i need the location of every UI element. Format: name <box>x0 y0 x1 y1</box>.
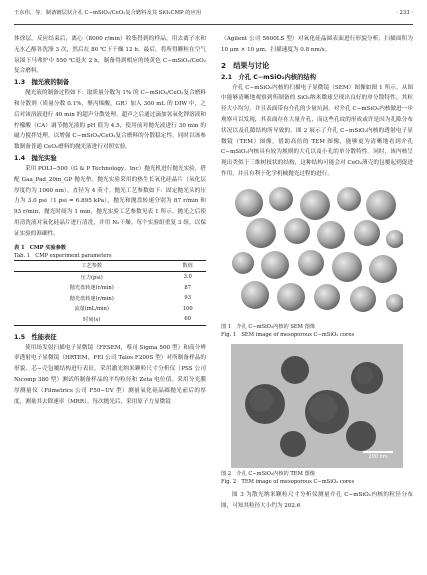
table-cell: 3.0 <box>183 274 192 281</box>
running-header <box>14 8 413 25</box>
section-1-3-title: 1.3 抛光液的制备 <box>14 79 70 87</box>
table-row <box>14 304 206 315</box>
table-row <box>14 314 206 325</box>
fig-2-caption-cn: 图 2 介孔 C−mSiO₂内核的 TEM 图像 <box>221 470 315 477</box>
fig-1-caption-cn: 图 1 介孔 C−mSiO₂内核的 SEM 图像 <box>221 323 316 330</box>
scale-bar <box>363 451 393 459</box>
table-caption-en: Tab. 1 CMP experiment parameters <box>14 252 112 259</box>
scale-bar-line <box>363 451 393 452</box>
fig-2-caption-en: Fig. 2 TEM image of mesoporous C−mSiO₂ cores <box>221 478 355 485</box>
table-1-block <box>14 244 206 326</box>
paragraph-intro-right: （Agilent 公司 5600LS 型）对氧化硅晶圆表面进行形貌分析，扫描面积为 10 μm × 10 μm，扫描速度为 0.8 nm/s。 <box>221 36 413 53</box>
fig-1-caption-en: Fig. 1 SEM image of mesoporous C−mSiO₂ cores <box>221 331 355 338</box>
sem-image <box>231 185 403 321</box>
table-row <box>14 272 206 283</box>
section-2-1-title: 2.1 介孔 C−mSiO₂内核的结构 <box>221 73 316 81</box>
table-cell: 压力(psi) <box>80 274 103 281</box>
table-cell: 60 <box>169 314 206 325</box>
section-1-4-title: 1.4 抛光实验 <box>14 154 57 162</box>
table-cell: 时间(s) <box>14 314 169 325</box>
sem-spheres-graphic <box>231 185 403 321</box>
table-header-cell: 工艺参数 <box>14 260 169 272</box>
table-cell: 100 <box>182 305 193 312</box>
table-row <box>14 283 206 294</box>
table-cell: 流量(mL/min) <box>74 306 109 313</box>
table-header-cell: 数值 <box>169 260 206 272</box>
paragraph-intro-left: 体徐层。反应结束后，离心（8000 r/min）收集得到的样品，用去离子水和无水乙醇各洗涤 3 次，然后在 80 ℃下干燥 12 h。最后，将所得颗粒在空气氛围下马弗炉中 550 ℃退火 2 h，制备得到相应的纯黄色 C−mSiO₂/CeO₂复合磨料。 <box>14 36 206 75</box>
table-caption-cn: 表 1 CMP 实验参数 <box>14 244 67 251</box>
section-2-1-body: 介孔 C−mSiO₂内核的扫描电子显微镜（SEM）图像如图 1 所示。从图中能够清晰地观察到所制备的 SiO₂纳米微球呈现出良好的单分散特性，其粒径大小均匀，并且表面带有介孔的少量坑洞。对介孔 C−mSiO₂内核做进一步观察可以发现，其表面存在大量介孔，而这些孔纹的形成或许是因为孔隙分布状况以及孔隙结构所导致的。图 2 展示了介孔 C−mSiO₂内核的透射电子显微镜（TEM）图像，借助高倍的 TEM 图像，能够更为清晰地看到介孔 C−mSiO₂内核具有较为规则的大孔以及小孔的单分散特性。同时，该内核呈现出类似于三维树枝状的结构，这种结构可能会对 CeO₂薄壳的包覆起到促进作用，并且有利于化学机械抛光过程的进行。 <box>221 84 413 177</box>
table-cell: 抛光盘转速(r/min) <box>69 285 114 292</box>
running-title: 王东伟，等．制备镀层状介孔 C−mSiO₂/CeO₂复合磨料及其 SiO₂CMP 的应用 <box>14 10 202 16</box>
left-column <box>14 34 206 407</box>
page-number: · 233 · <box>396 10 413 16</box>
table-cell: 抛光盘转速(r/min) <box>69 295 114 302</box>
cmp-parameters-table <box>14 260 206 326</box>
section-1-5-body: 使用场发射扫描电子显微镜（FESEM，蔡司 Sigma 500 型）和高分辨率透射电子显微镜（HRTEM，FEI 公司 Talos F200S 型）对所制备样品的形貌、芯−壳包覆结构进行表征。采用激光纳米颗粒尺寸分析仪（PSS 公司 Nicomp 380 型）测试所制备样品的平均粒径和 Zeta 电位值。采用分光膜厚测量仪（Filmetrics 公司 F50−UV 型）测量氧化硅晶圆抛光前后的厚度，测量其去除速率（MRR）。每次抛光后，采用原子力显微镜 <box>14 344 206 405</box>
paragraph-after-figures: 图 3 为散光纳米颗粒尺寸分析仪测量介孔 C−mSiO₂内核的粒径分布图，可知其粒径大小约为 202.6 <box>221 491 413 509</box>
table-row <box>14 293 206 304</box>
scale-bar-label: 200 nm <box>368 453 388 460</box>
right-column <box>221 34 413 511</box>
section-2-title: 2 结果与讨论 <box>221 60 270 70</box>
section-1-5-title: 1.5 性能表征 <box>14 333 57 341</box>
tem-image <box>231 344 403 468</box>
table-header-row <box>14 260 206 272</box>
table-cell: 93 <box>184 295 191 302</box>
table-cell: 87 <box>184 284 191 291</box>
section-1-4-body: 采用 POLI−500（G & P Technology，Inc）抛光机进行抛光实验，搭配 Gaa_Pad_20in_GP 抛光垫。抛光实验采用的热生长氧化硅晶片（氧化层厚度约为 1060 nm），直径为 4 英寸。抛光工艺参数如下：固定抛光头的压力为 3.0 psi（1 psi = 6.895 kPa），抛光和抛盘转速分别为 87 r/min 和 93 r/min，抛光时间为 1 min，抛光实验工艺参数见表 1 所示。抛光之后使用清洗液对氧化硅晶片进行清洗，并用 N₂干燥。每个实验组重复 3 组，以保证实验的准确性。 <box>14 165 206 237</box>
tem-particles-graphic <box>231 344 403 468</box>
section-1-3-body: 抛光液的制备过程如下：取质量分数为 1% 的 C−mSiO₂/CeO₂复合磨料和分散剂（质量分数 0.1%，聚丙烯酸，GR）加入 300 mL 的 DIW 中，之后对该溶液进行 40 min 的超声分散处理。超声之后通过滴加氢氧化钾溶液和柠檬酸（CA）调节抛光液的 pH 值为 4.5，使用前对抛光液进行 30 min 的磁力搅拌处理，以增强 C−mSiO₂/CeO₂复合磨料的分散稳定性。同时以该参数制备普通 CeO₂磨料的抛光液进行对照实验。 <box>14 90 206 151</box>
